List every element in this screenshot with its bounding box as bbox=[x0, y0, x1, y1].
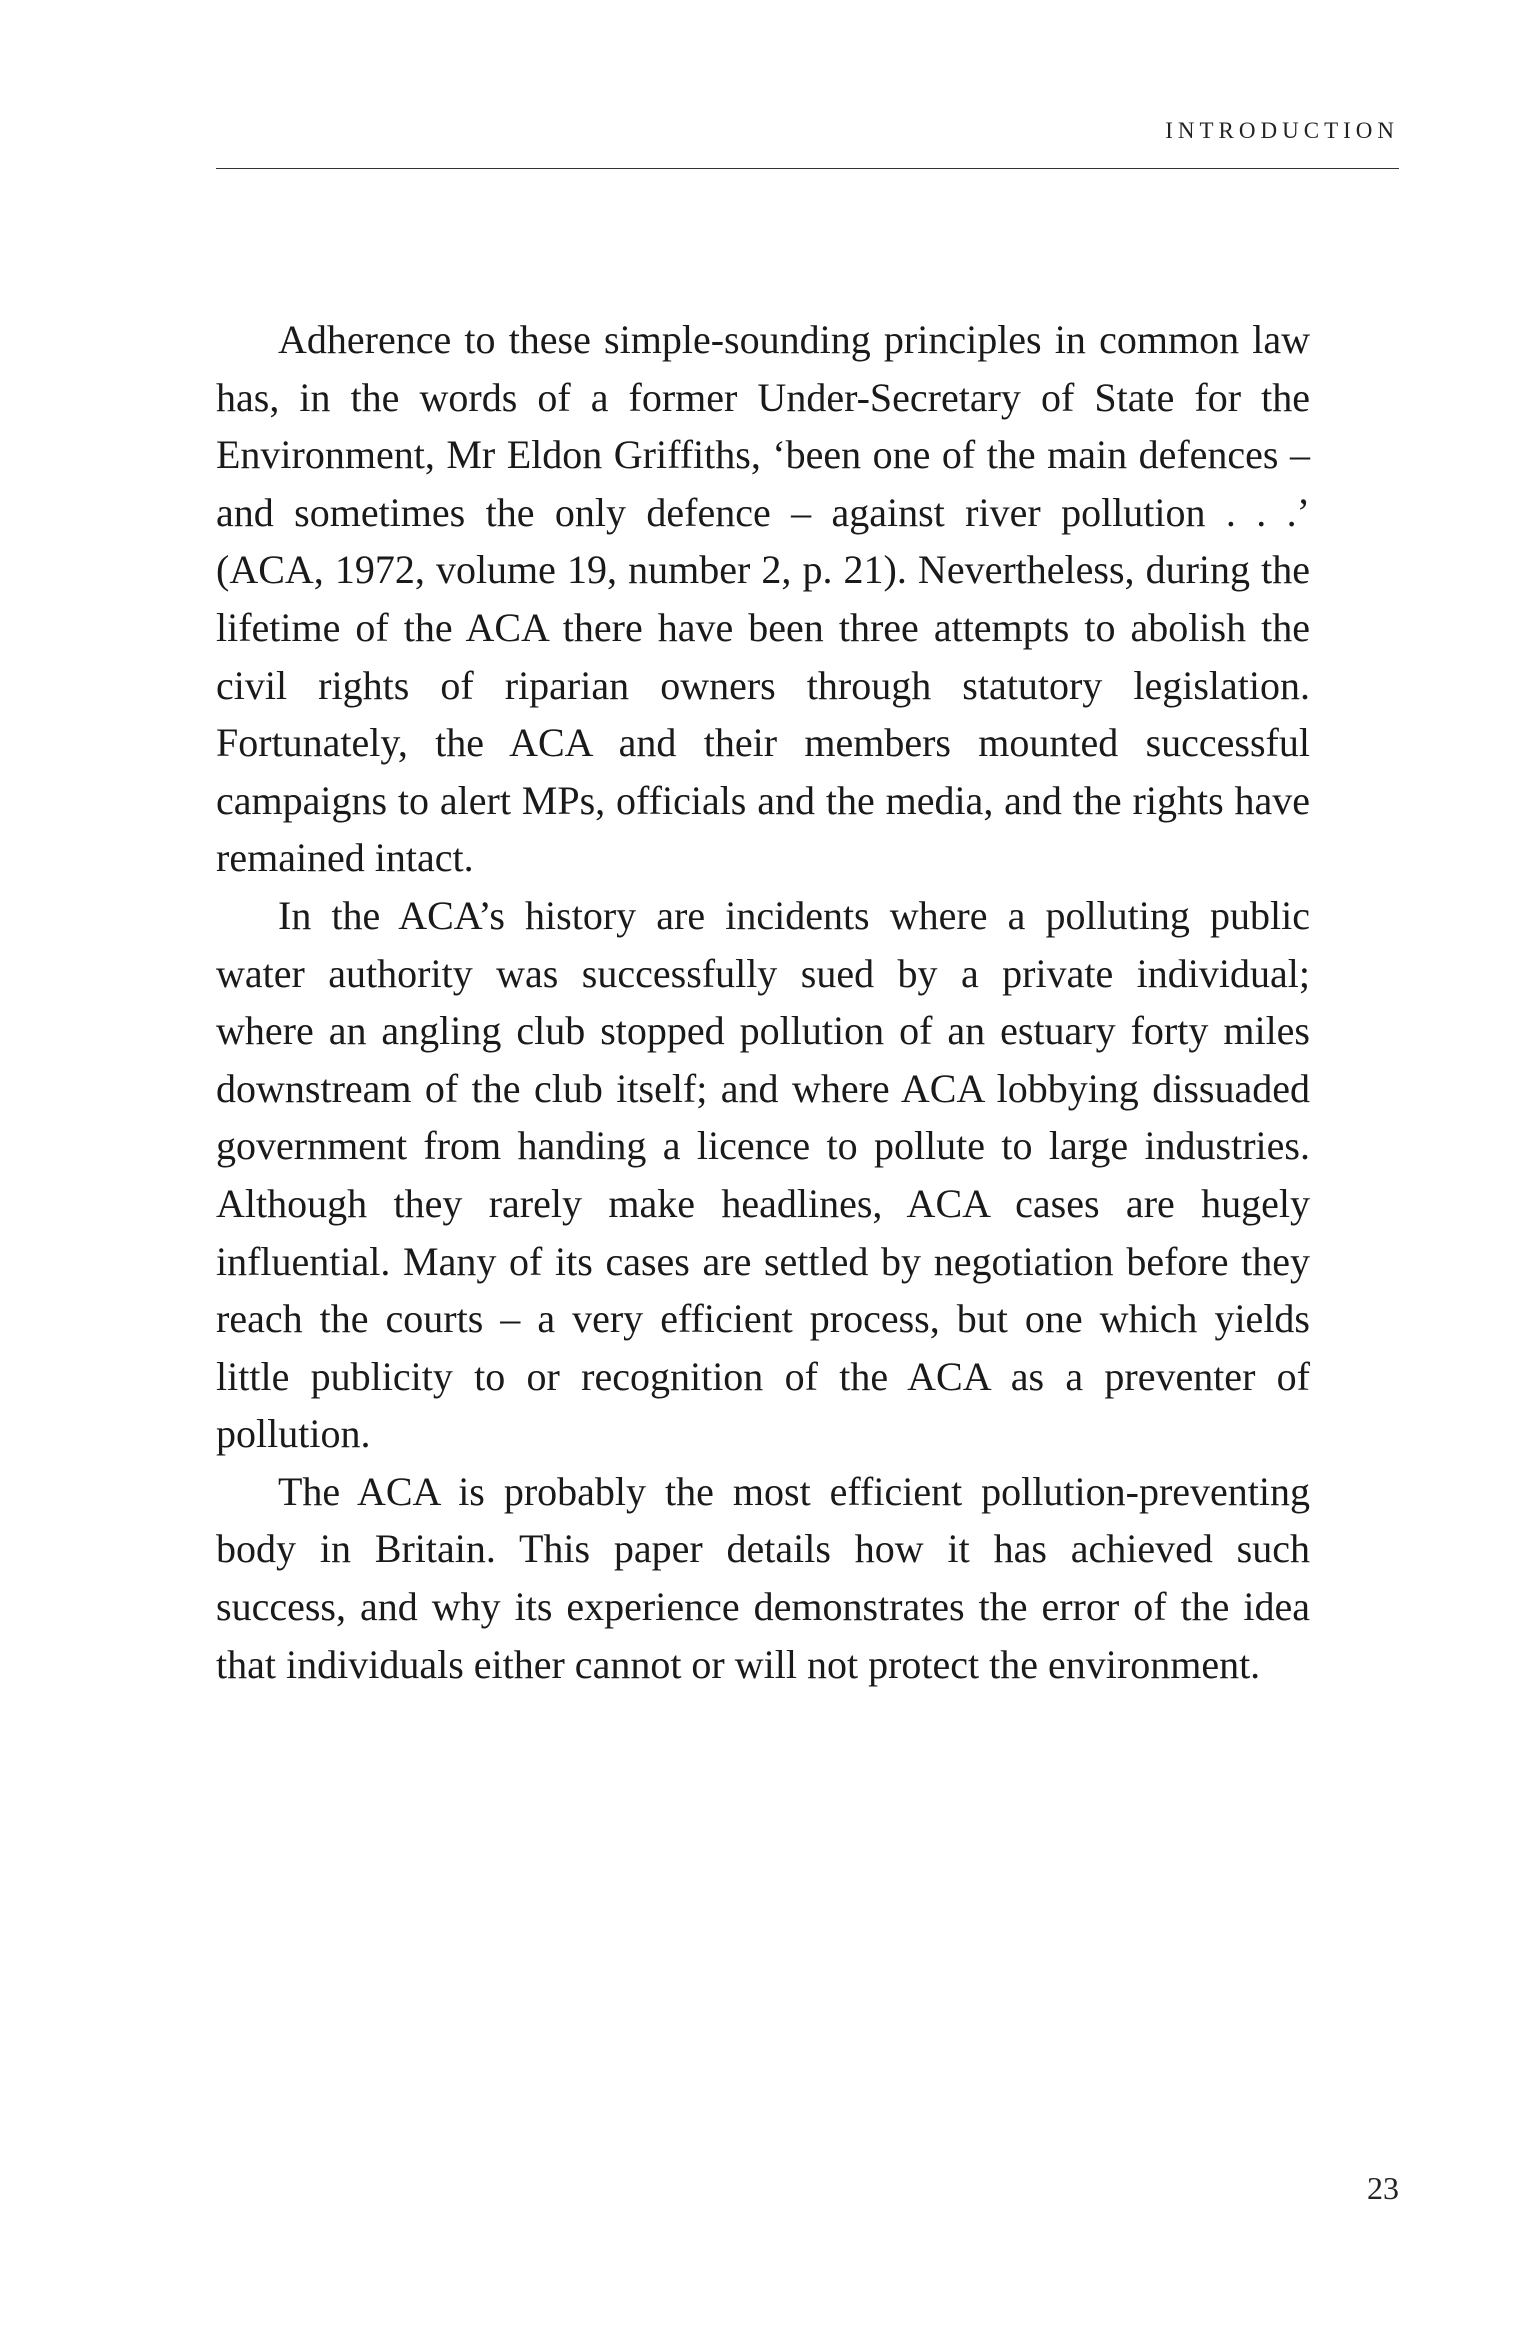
paragraph: In the ACA’s history are incidents where a polluting public water authority was successfully sued by a private individual; where an angling club stopped pollution of an estuary forty miles downstream of the club itself; and where ACA lobbying dissuaded government from handing a licence to pollute to large industries. Although they rarely make headlines, ACA cases are hugely influential. Many of its cases are settled by negotiation before they reach the courts – a very efficient process, but one which yields little publicity to or recognition of the ACA as a preventer of pollution. bbox=[216, 892, 1310, 1457]
paragraph: The ACA is probably the most efficient pollution-preventing body in Britain. This paper details how it has achieved such success, and why its experience demonstrates the error of the idea that individuals either cannot or will not protect the environment. bbox=[216, 1468, 1310, 1687]
header-rule bbox=[216, 168, 1399, 169]
body-text bbox=[216, 311, 1310, 1693]
running-head: INTRODUCTION bbox=[1165, 118, 1399, 143]
page-number: 23 bbox=[1367, 2170, 1399, 2206]
paragraph: Adherence to these simple-sounding principles in common law has, in the words of a former Under-Secretary of State for the Environment, Mr Eldon Griffiths, ‘been one of the main defences – and sometimes the only defence – against river pollution . . .’ (ACA, 1972, volume 19, number 2, p. 21). Nevertheless, during the lifetime of the ACA there have been three attempts to abolish the civil rights of riparian owners through statutory legislation. Fortunately, the ACA and their members mounted successful campaigns to alert MPs, officials and the media, and the rights have remained intact. bbox=[216, 317, 1310, 881]
